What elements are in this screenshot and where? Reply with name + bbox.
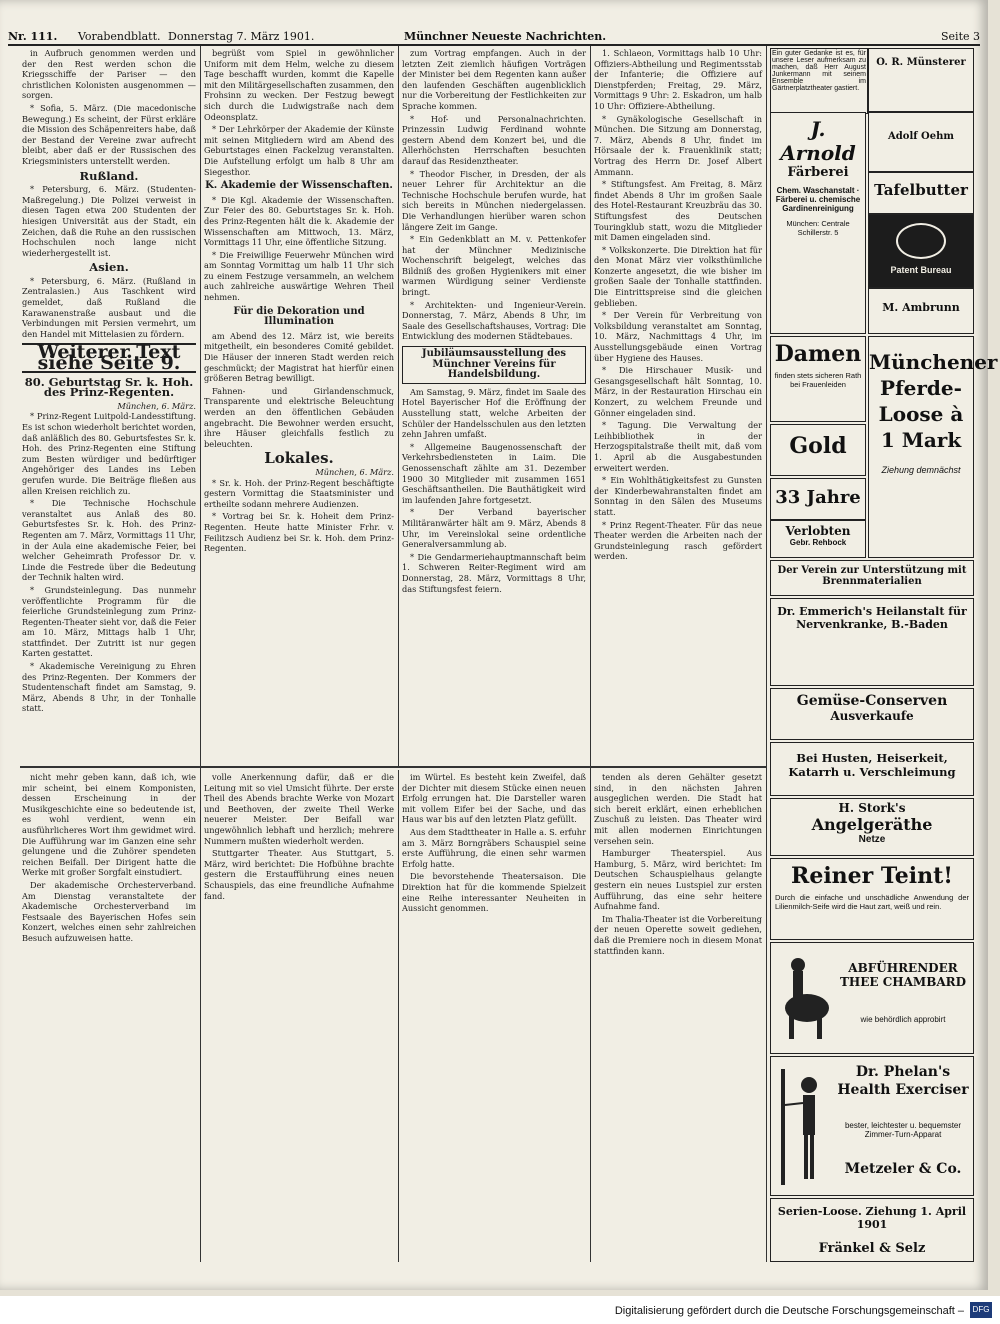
ad-oehm: [868, 112, 974, 172]
article-text: * Prinz-Regent Luitpold-Landesstiftung. Es ist schon wiederholt berichtet worden, daß anläßlich des 80. Geburtsfestes Sr. k. Hoh. des Prinz-Regenten eine Stiftung zum Besten würdiger und bedürftiger Angehöriger des Landes ins Leben gerufen wurde. Die Beiträge fließen aus allen Kreisen reichlich zu.: [22, 411, 196, 496]
feuilleton-column-3: [402, 772, 586, 1262]
continuation-banner: Weiterer Text siehe Seite 9.: [22, 343, 196, 372]
article-text: * Hof- und Personalnachrichten. Prinzessin Ludwig Ferdinand wohnte gestern Abend dem Konzert bei, und die Allerhöchsten Herrschaften besuchten darauf das Residenztheater.: [402, 113, 586, 166]
ad-stork: [770, 798, 974, 856]
ad-subtitle: Gebr. Rehbock: [789, 538, 847, 547]
ad-serien-loose: [770, 1198, 974, 1262]
ad-subtitle: Angelgeräthe: [811, 815, 933, 834]
section-heading: 80. Geburtstag Sr. k. Hoh. des Prinz-Regenten.: [24, 374, 194, 400]
page-number: Seite 3: [941, 30, 980, 43]
article-text: * Theodor Fischer, in Dresden, der als neuer Lehrer für Architektur an die Technische Hochschule berufen wurde, hat sich bereits in München niedergelassen. Die Verhandlungen hierüber waren schon längere Zeit im Gange.: [402, 168, 586, 232]
article-text: * Prinz Regent-Theater. Für das neue Theater werden die Arbeiten nach der Grundsteinlegung rasch gefördert werden.: [594, 519, 762, 562]
ad-arnold: [770, 112, 866, 334]
article-text: * Sr. k. Hoh. der Prinz-Regent beschäftigte gestern Vormittag die Staatsminister und ertheilte sodann mehrere Audienzen.: [204, 477, 394, 509]
article-text: * Vortrag bei Sr. k. Hoheit dem Prinz-Regenten. Heute hatte Minister Frhr. v. Feilitzsch Audienz bei Sr. k. Hoh. dem Prinz-Regenten.: [204, 511, 394, 554]
article-text: zum Vortrag empfangen. Auch in der letzten Zeit ziemlich häufigen Vorträgen der Minister bei dem Regenten kann außer den laufenden Geschäften augenblicklich nur die Vorbereitung der Festlichkeiten zur Sprache kommen.: [402, 48, 586, 111]
article-text: Am Samstag, 9. März, findet im Saale des Hotel Bayerischer Hof die Eröffnung der Ausstellung statt, welche Arbeiten der Schüler der Handelsschulen aus den letzten zehn Jahren umfaßt.: [402, 386, 586, 440]
article-text: tenden als deren Gehälter gesetzt sind, in den nächsten Jahren ausgeglichen werden. Die Stadt hat sich bereit erklärt, einen erheblichen Zuschuß zu leisten. Das Theater wird mit allen modernen Einrichtungen versehen sein.: [594, 772, 762, 846]
article-text: * Gynäkologische Gesellschaft in München. Die Sitzung am Donnerstag, 7. März, Abends 8 Uhr, findet im Hörsaale der k. Frauenklinik statt; Vortrag des Herrn Dr. Josef Albert Ammann.: [594, 113, 762, 177]
article-text: volle Anerkennung dafür, daß er die Leitung mit so viel Umsicht führte. Der erste Theil des Abends brachte Werke von Mozart und Beethoven, der zweite Theil Werke neuerer Meister. Der Beifall war ungewöhnlich lebhaft und herzlich; mehrere Nummern mußten wiederholt werden.: [204, 772, 394, 846]
issue-number: Nr. 111.: [8, 30, 58, 43]
article-text: * Die Gendarmeriehauptmannschaft beim 1. Schweren Reiter-Regiment wird am Donnerstag, 28. März, Vormittags 8 Uhr, das Stiftungsfest feiern.: [402, 551, 586, 594]
digitization-footer: [0, 1296, 1000, 1324]
ad-husten: [770, 742, 974, 796]
article-text: * Ein Wohlthätigkeitsfest zu Gunsten der Kinderbewahranstalten findet am Sonntag in den Sälen des Museums statt.: [594, 475, 762, 517]
feuilleton-column-2: [204, 772, 394, 1262]
ad-subtitle: Ziehung demnächst: [881, 465, 961, 475]
ad-title: Dr. Phelan's Health Exerciser: [837, 1064, 969, 1098]
article-text: Im Thalia-Theater ist die Vorbereitung der neuen Operette soweit gediehen, daß die Premiere noch in diesem Monat stattfinden kann.: [594, 913, 762, 956]
article-text: in Aufbruch genommen werden und der den Rest werden schon die Kriegsschiffe der Pariser — den christlichen Kolonisten ausgenommen — sorgen.: [22, 48, 196, 101]
ad-teint: [770, 858, 974, 940]
ad-title: O. R. Münsterer: [876, 57, 966, 68]
ad-subtitle: Fränkel & Selz: [818, 1241, 926, 1256]
ad-title: M. Ambrunn: [882, 301, 960, 314]
article-text: am Abend des 12. März ist, wie bereits mitgetheilt, ein besonderes Comité gebildet. Die Häuser der inneren Stadt werden reich geschmückt; der Magistrat hat hierfür einen größeren Betrag bewilligt.: [204, 330, 394, 384]
ad-title: Reiner Teint!: [791, 863, 953, 889]
ad-jahre: [770, 478, 866, 520]
ad-subtitle: wie behördlich approbirt: [860, 1015, 946, 1024]
ad-title: Münchener Pferde-Loose à 1 Mark: [869, 350, 998, 452]
feuilleton-column-4: [594, 772, 762, 1262]
article-text: * Stiftungsfest. Am Freitag, 8. März findet Abends 8 Uhr im großen Saale des Hotel-Restaurant Kreuzbräu das 30. Stiftungsfest des Deutschen Touringklub statt, wozu die Mitglieder mit Damen eingeladen sind.: [594, 179, 762, 243]
feuilleton-column-1: [22, 772, 196, 1262]
section-heading: Rußland.: [79, 168, 139, 183]
boxed-heading: Jubiläumsausstellung des Münchner Vereins für Handelsbildung.: [402, 346, 586, 384]
section-heading: K. Akademie der Wissenschaften.: [205, 180, 393, 192]
article-text: * Tagung. Die Verwaltung der Leihbibliothek in der Herzogspitalstraße theilt mit, daß vom 1. April ab die Ausgabestunden erweitert werden.: [594, 420, 762, 473]
centaur-icon: [777, 953, 833, 1043]
ad-metzeler: Metzeler & Co.: [844, 1161, 962, 1177]
ad-subtitle: Ausverkaufe: [830, 709, 914, 723]
ad-muensterer: [868, 48, 974, 112]
article-text: * Der Lehrkörper der Akademie der Künste mit seinen Mitgliedern wird am Abend des Geburtstages einen Fackelzug veranstalten. Die Aufstellung erfolgt um halb 8 Uhr am Siegesthor.: [204, 124, 394, 177]
ad-verein: [770, 560, 974, 596]
article-text: * Die Technische Hochschule veranstaltet aus Anlaß des 80. Geburtsfestes Sr. k. Hoh. des Prinz-Regenten am 7. März, Vormittags 11 Uhr, in der Aula eine akademische Feier, bei welcher Geheimrath Professor Dr. v. Linde die Festrede über die Bedeutung der Technik halten wird.: [22, 498, 196, 583]
dateline: München, 6. März.: [315, 466, 394, 477]
ad-text: Netze: [858, 834, 886, 845]
ad-title: Damen: [774, 341, 862, 367]
article-text: * Akademische Vereinigung zu Ehren des Prinz-Regenten. Der Kommers der Studentenschaft findet am Samstag, 9. März, Abends 8 Uhr, in der Tonhalle statt.: [22, 661, 196, 714]
column-rule: [200, 46, 201, 1262]
ad-title: Dr. Emmerich's Heilanstalt für Nervenkranke, B.-Baden: [777, 605, 967, 631]
ad-title: 33 Jahre: [775, 487, 861, 508]
section-heading: Für die Dekoration und Illumination: [233, 305, 365, 328]
dateline: München, 6. März.: [117, 400, 196, 411]
article-text: * Der Verein für Verbreitung von Volksbildung veranstaltet am Sonntag, 10. März, Nachmittags 4 Uhr, im Ausstellungsgebäude einen Vortrag über Hygiene des Hauses.: [594, 310, 762, 363]
article-text: * Petersburg, 6. März. (Studenten-Maßregelung.) Die Polizei verweist in diesen Tagen etwa 200 Studenten der hiesigen Universität aus der Stadt, ein Zeichen, daß die Ruhe an den russischen Hochschulen noch lange nicht wiederhergestellt ist.: [22, 184, 196, 258]
article-text: begrüßt vom Spiel in gewöhnlicher Uniform mit dem Helm, welche zu diesem Tage beschafft wurden, kommt die Kapelle mit den Militärgesellschaften zusammen, den Frohsinn zu wecken. Der Festzug bewegt sich durch die Ludwigstraße nach dem Odeonsplatz.: [204, 48, 394, 122]
edition-label: Vorabendblatt.: [78, 30, 161, 43]
feuilleton-rule: [20, 766, 766, 768]
column-4: [594, 48, 762, 762]
article-text: Aus dem Stadttheater in Halle a. S. erfuhr am 3. März Borngräbers Schauspiel seine erste Aufführung, die einen sehr warmen Erfolg hatte.: [402, 826, 586, 869]
ad-title: Tafelbutter: [874, 181, 968, 199]
article-text: * Volkskonzerte. Die Direktion hat für den Monat März vier volksthümliche Konzerte angesetzt, die wie bisher im großen Saale der Tonhalle stattfinden. Die Eintrittspreise sind die gleichen geblieben.: [594, 244, 762, 308]
article-text: * Die Hirschauer Musik- und Gesangsgesellschaft hält Sonntag, 10. März, in der Restauration Hirschau ein Konzert, zu welchem Freunde und Gönner eingeladen sind.: [594, 365, 762, 418]
article-text: * Architekten- und Ingenieur-Verein. Donnerstag, 7. März, Abends 8 Uhr, im Saale des Gesellschaftshauses, Vortrag: Die Entwicklung des modernen Städtebaues.: [402, 299, 586, 342]
ad-emmerich: [770, 598, 974, 686]
article-text: * Sofia, 5. März. (Die macedonische Bewegung.) Es scheint, der Fürst erkläre die Mission des Schäpenreiters habe, daß der Bestand der Vereine zwar aufrecht bleibt, aber daß er der Russischen des Kriegsministers unterstellt werden.: [22, 102, 197, 166]
footer-text: Digitalisierung gefördert durch die Deutsche Forschungsgemeinschaft –: [614, 1305, 964, 1317]
ad-title: Gemüse-Conserven: [796, 693, 948, 709]
ad-verlobten: [770, 520, 866, 558]
article-text: * Der Verband bayerischer Militäranwärter hält am 9. März, Abends 8 Uhr, im Vereinslokal seine ordentliche Generalversammlung ab.: [402, 507, 586, 550]
section-heading: Lokales.: [264, 449, 334, 468]
article-text: * Ein Gedenkblatt an M. v. Pettenkofer hat der Münchner Medizinische Wochenschrift beigelegt, welches das Bildniß des großen Hygienikers mit einer warmen Würdigung seiner Verdienste bringt.: [402, 234, 586, 298]
ad-title: ABFÜHRENDER THEE CHAMBARD: [839, 961, 967, 989]
exerciser-figure-icon: [777, 1065, 835, 1189]
ad-title: J. Arnold: [780, 117, 856, 165]
ad-pferdeloose: [868, 336, 998, 558]
article-text: Stuttgarter Theater. Aus Stuttgart, 5. März, wird berichtet: Die Hofbühne brachte gestern die Erstaufführung eines neuen Schauspiels, das eine freundliche Aufnahme fand.: [204, 848, 394, 901]
column-1: [22, 48, 196, 762]
page-header: [8, 30, 980, 46]
ad-phelan: [770, 1056, 974, 1196]
column-3: [402, 48, 586, 762]
ad-gemuese: [770, 688, 974, 740]
ad-title: Der Verein zur Unterstützung mit Brennmaterialien: [777, 565, 967, 587]
article-text: Die bevorstehende Theatersaison. Die Direktion hat für die kommende Spielzeit eine Reihe interessanter Neuheiten in Aussicht genommen.: [402, 871, 586, 914]
issue-date: Donnerstag 7. März 1901.: [168, 30, 315, 43]
ad-tafelbutter: [868, 172, 974, 214]
section-heading: Asien.: [89, 260, 129, 275]
seal-icon: [896, 223, 946, 259]
ad-patent-bureau: [868, 214, 974, 288]
ad-title: Gold: [789, 433, 847, 459]
newspaper-title: Münchner Neueste Nachrichten.: [404, 30, 607, 43]
article-text: * Die Kgl. Akademie der Wissenschaften. Zur Feier des 80. Geburtstages Sr. k. Hoh. des Prinz-Regenten hält die k. Akademie der Wissenschaften am Mittwoch, 13. März, Vormittags 11 Uhr, eine öffentliche Sitzung.: [204, 194, 394, 248]
ad-title: Serien-Loose. Ziehung 1. April 1901: [777, 1205, 967, 1231]
ad-subtitle: bester, leichtester u. bequemster Zimmer-Turn-Apparat: [844, 1121, 962, 1139]
ad-notice: [770, 48, 868, 114]
dfg-logo: DFG: [970, 1302, 992, 1318]
column-rule: [766, 46, 767, 1262]
article-text: * Petersburg, 6. März. (Rußland in Zentralasien.) Aus Taschkent wird gemeldet, daß Rußland die Karawanenstraße ausbaut und die Verbindungen mit Persien vermehrt, um den Handel mit Mittelasien zu fördern.: [22, 275, 196, 339]
article-text: Der akademische Orchesterverband. Am Dienstag veranstaltete der Akademische Orchesterverband im Festsaale des Bayerischen Hofes sein Konzert, welches einen sehr zahlreichen Besuch aufzuweisen hatte.: [22, 879, 196, 943]
ad-text: Durch die einfache und unschädliche Anwendung der Lilienmilch-Seife wird die Haut zart, weiß und rein.: [775, 893, 969, 911]
article-text: Hamburger Theaterspiel. Aus Hamburg, 5. März, wird berichtet: Im Deutschen Schauspielhaus gelangte gestern ein neues Lustspiel zur ersten Aufführung, das eine sehr heitere Aufnahme fand.: [594, 848, 762, 912]
ad-text: finden stets sicheren Rath bei Frauenleiden: [774, 371, 862, 389]
ad-ambrunn: [868, 288, 974, 334]
article-text: im Würtel. Es besteht kein Zweifel, daß der Dichter mit diesem Stücke einen neuen Erfolg errungen hat. Die Darsteller waren mit vollem Eifer bei der Sache, und das Haus war bis auf den letzten Platz gefüllt.: [402, 772, 586, 825]
ad-text: Chem. Waschanstalt · Färberei u. chemische Gardinenreinigung: [775, 186, 861, 213]
article-text: * Grundsteinlegung. Das nunmehr veröffentlichte Programm für die feierliche Grundsteinlegung zum Prinz-Regenten-Theater sieht vor, daß die Feier am 10. März, Mittags halb 1 Uhr, stattfindet. Der Zutritt ist nur gegen Karten gestattet.: [22, 584, 196, 659]
ad-gold: [770, 424, 866, 476]
ad-address: München: Centrale Schillerstr. 5: [786, 219, 850, 237]
ad-damen: [770, 336, 866, 422]
ad-title: H. Stork's: [838, 801, 906, 815]
ad-title: Patent Bureau: [890, 265, 952, 275]
ad-title: Adolf Oehm: [888, 131, 954, 142]
column-rule: [398, 46, 399, 766]
article-text: nicht mehr geben kann, daß ich, wie mir scheint, bei einem Komponisten, dessen Erscheinung in der Musikgeschichte eine so bedeutende ist, es wohl verdient, wenn ein ausführlicheres Wort ihm gewidmet wird. Die Aufführung war im Ganzen eine sehr gelungene und die Zuhörer spendeten reichen Beifall. Der Dirigent hatte die Werke mit großer Sorgfalt einstudiert.: [22, 772, 196, 878]
ad-title: Verlobten: [785, 524, 851, 538]
article-text: Fahnen- und Girlandenschmuck, Transparente und elektrische Beleuchtung werden an den öffentlichen Gebäuden angebracht. Die Bewohner werden ersucht, ihre Häuser gleichfalls festlich zu beleuchten.: [204, 385, 394, 449]
ad-text: Ein guter Gedanke ist es, für unsere Leser aufmerksam zu machen, daß Herr August Junkermann mit seinem Ensemble im Gärtnerplatztheater gastiert.: [772, 50, 866, 92]
article-text: 1. Schlaeon, Vormittags halb 10 Uhr: Offiziers-Abtheilung und Regimentsstab der Infanterie; die Offiziere auf Dienstpferden; Freitag, 29. März, Vormittags 9 Uhr: 2. Eskadron, um halb 10 Uhr: Offiziere-Abtheilung.: [594, 48, 762, 111]
column-2: [204, 48, 394, 762]
ad-subtitle: Färberei: [787, 165, 849, 180]
column-rule: [590, 46, 591, 1262]
column-rule: [398, 770, 399, 1262]
ad-title: Bei Husten, Heiserkeit, Katarrh u. Verschleimung: [788, 751, 956, 779]
article-text: * Allgemeine Baugenossenschaft der Verkehrsbediensteten in Laim. Die Genossenschaft zählte am 31. Dezember 1900 30 Mitglieder mit zusammen 1651 Geschäftsantheilen. Die Bauthätigkeit wird im laufenden Jahre fortgesetzt.: [402, 441, 586, 505]
article-text: * Die Freiwillige Feuerwehr München wird am Sonntag Vormittag um halb 11 Uhr sich zu einem Festzuge versammeln, an welchem auch zahlreiche auswärtige Wehren Theil nehmen.: [204, 249, 394, 303]
ad-chambard: [770, 942, 974, 1054]
